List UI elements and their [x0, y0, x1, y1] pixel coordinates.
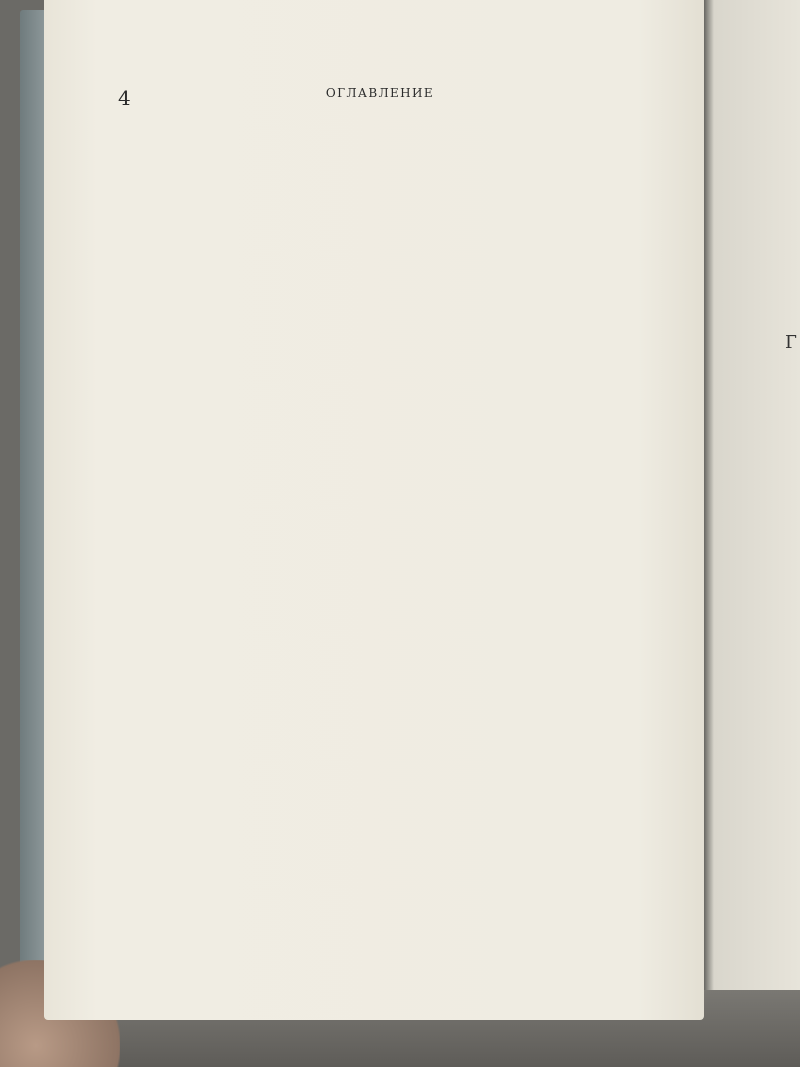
contents-page — [44, 0, 704, 1020]
page-number: 4 — [118, 86, 131, 110]
facing-page-letter: Г — [785, 332, 797, 353]
running-title: ОГЛАВЛЕНИЕ — [325, 86, 435, 100]
facing-page — [700, 0, 800, 1067]
